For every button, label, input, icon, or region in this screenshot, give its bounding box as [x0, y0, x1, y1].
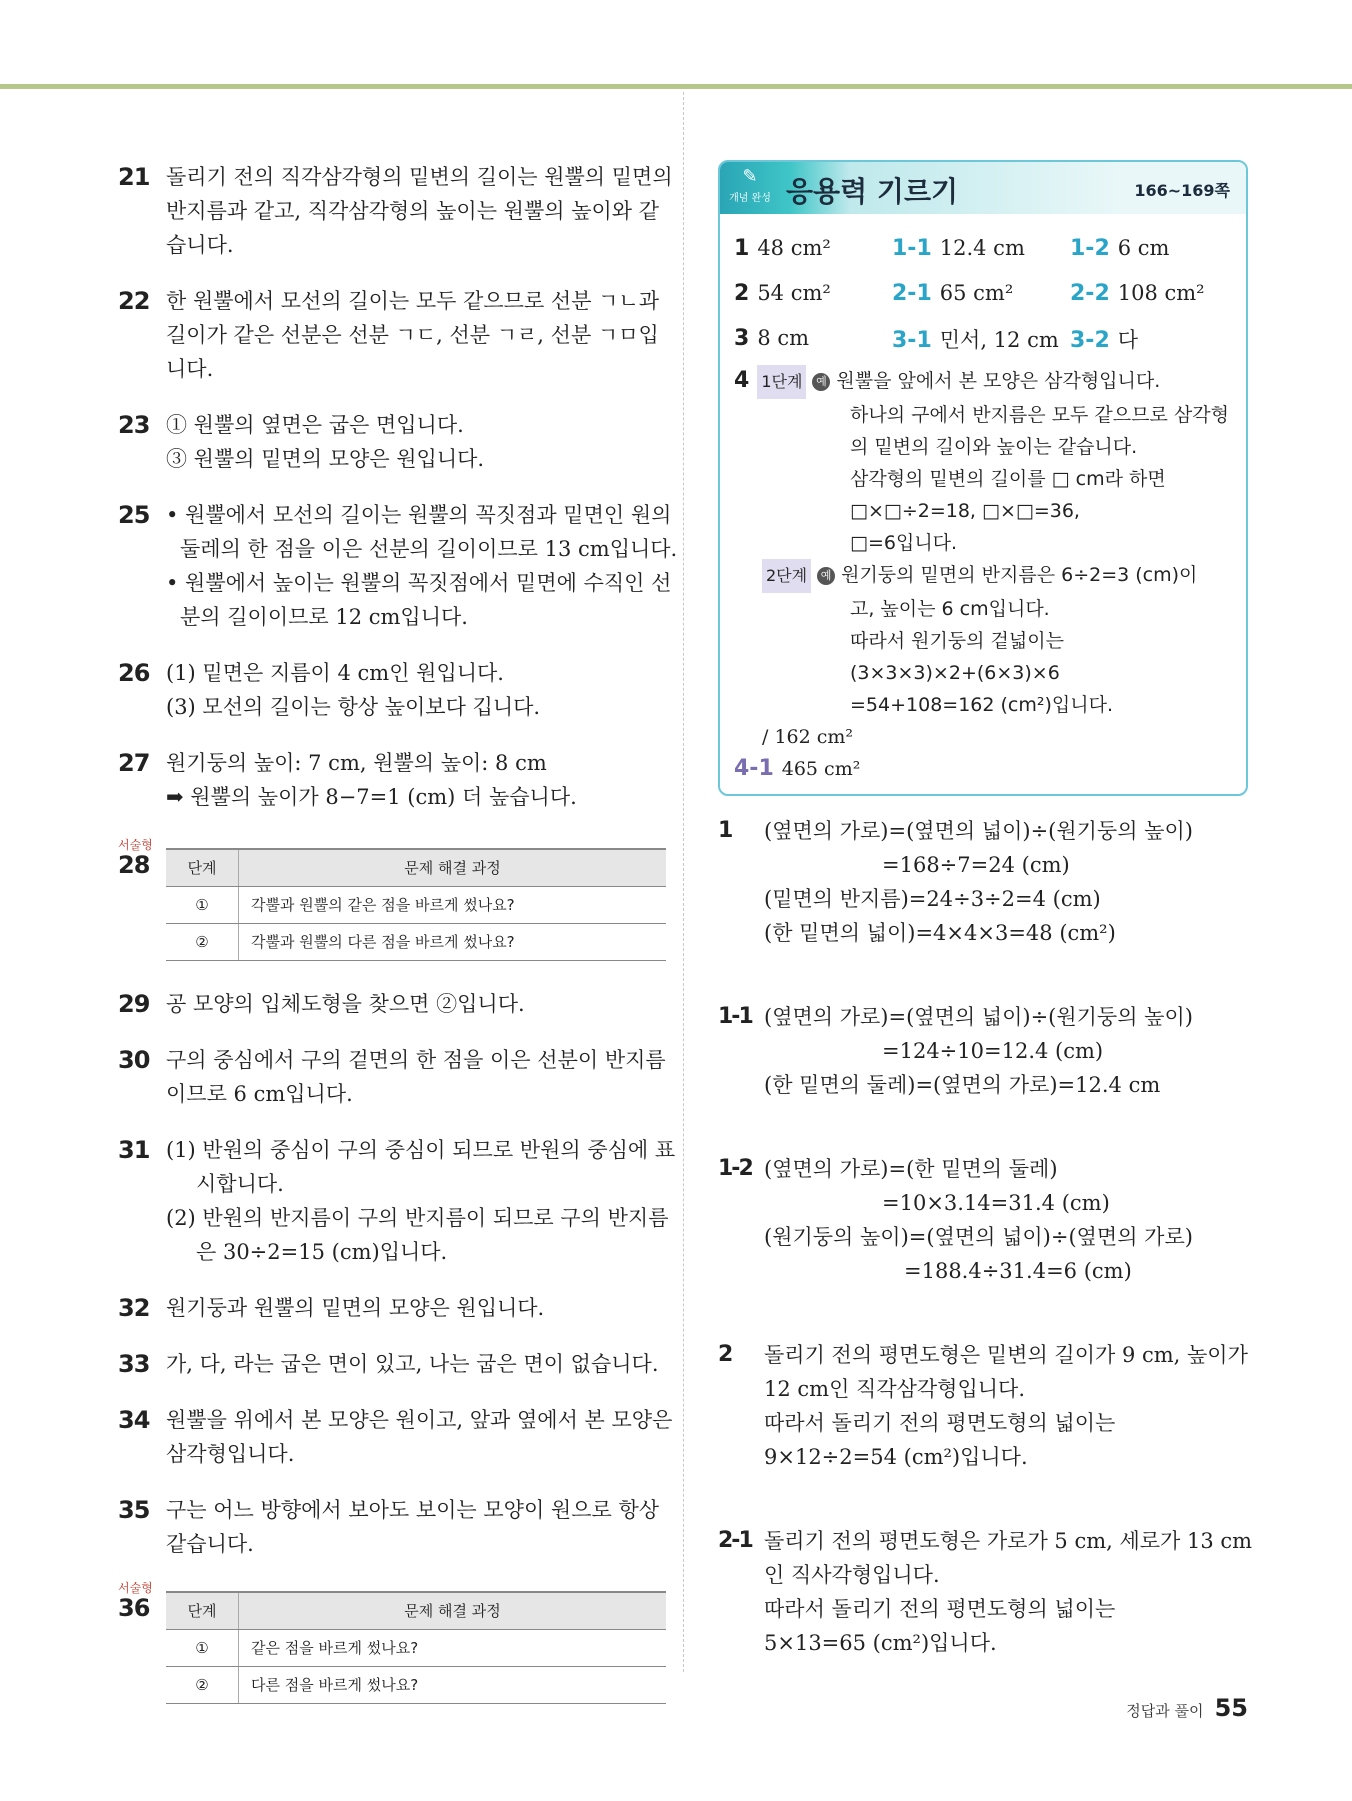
solution-text: =54+108=162 (cm²)입니다. [850, 694, 1114, 716]
answer-31 [118, 1133, 676, 1269]
footer-label: 정답과 풀이 [1126, 1702, 1204, 1720]
answer-number: 25 [118, 501, 150, 529]
answer-text: 니다. [166, 357, 214, 381]
answer-number: 3-2 [1070, 327, 1110, 353]
answer-value: 12.4 cm [939, 236, 1025, 260]
answer-row [734, 316, 1236, 361]
table-header: 단계 [166, 1592, 239, 1630]
solution-text: 돌리기 전의 평면도형은 가로가 5 cm, 세로가 13 cm [764, 1529, 1253, 1553]
answer-number: 3-1 [892, 327, 932, 353]
answer-text: 이므로 6 cm입니다. [166, 1082, 353, 1106]
solution-text: (밑면의 반지름)=24÷3÷2=4 (cm) [764, 887, 1101, 911]
answer-29 [118, 987, 650, 1021]
answer-number: 31 [118, 1136, 150, 1164]
answer-number: 2-1 [718, 1528, 752, 1553]
solution-text: 하나의 구에서 반지름은 모두 같으므로 삼각형 [850, 404, 1229, 426]
answer-23 [118, 408, 650, 476]
answer-number: 27 [118, 749, 150, 777]
answer-number: 4-1 [734, 756, 774, 781]
solution-text: 의 밑변의 길이와 높이는 같습니다. [850, 436, 1138, 458]
answer-value: 민서, 12 cm [939, 327, 1059, 352]
answer-value: 65 cm² [939, 281, 1014, 305]
solution-text: (3×3×3)×2+(6×3)×6 [850, 662, 1060, 684]
answer-text: 습니다. [166, 233, 234, 257]
solution-text: (원기둥의 높이)=(옆면의 넓이)÷(옆면의 가로) [764, 1225, 1193, 1249]
answer-summary-box [718, 160, 1248, 796]
page-range: 166~169쪽 [1134, 181, 1230, 200]
solution-text: (한 밑면의 넓이)=4×4×3=48 (cm²) [764, 921, 1116, 945]
answer-number: 2-2 [1070, 281, 1110, 306]
answer-value: 다 [1117, 327, 1139, 352]
top-rule [0, 84, 1352, 89]
example-mark: 예 [812, 373, 830, 391]
box-header [720, 162, 1246, 214]
solution-1-2 [718, 1152, 1248, 1288]
answer-number: 4 [734, 368, 750, 393]
answer-text: 가, 다, 라는 굽은 면이 있고, 나는 굽은 면이 없습니다. [166, 1352, 659, 1376]
box-title: 응용력 기르기 [786, 175, 959, 208]
answer-21 [118, 160, 673, 262]
table-cell: 각뿔과 원뿔의 다른 점을 바르게 썼나요? [239, 924, 667, 961]
solution-text: 따라서 돌리기 전의 평면도형의 넓이는 [764, 1597, 1116, 1621]
table-row [166, 887, 666, 924]
answer-text: ③ 원뿔의 밑면의 모양은 원입니다. [166, 447, 485, 471]
answer-text: 길이가 같은 선분은 선분 ㄱㄷ, 선분 ㄱㄹ, 선분 ㄱㅁ입 [166, 323, 659, 347]
solution-text: 인 직사각형입니다. [764, 1563, 940, 1587]
solution-2-1 [718, 1524, 1253, 1660]
solution-text: (옆면의 가로)=(옆면의 넓이)÷(원기둥의 높이) [764, 1005, 1193, 1029]
answer-number: 1-2 [718, 1156, 752, 1181]
answer-text: 원기둥과 원뿔의 밑면의 모양은 원입니다. [166, 1296, 545, 1320]
answer-number: 28 [118, 851, 150, 879]
answer-text: • 원뿔에서 높이는 원뿔의 꼭짓점에서 밑면에 수직인 선 [166, 571, 672, 595]
solution-text: 따라서 돌리기 전의 평면도형의 넓이는 [764, 1411, 1116, 1435]
solution-1 [718, 814, 1248, 950]
right-column [718, 160, 1253, 1660]
solution-text: □×□÷2=18, □×□=36, [850, 500, 1080, 522]
page-number: 55 [1214, 1694, 1248, 1722]
answer-text: 공 모양의 입체도형을 찾으면 ②입니다. [166, 992, 525, 1016]
answer-text: 구는 어느 방향에서 보아도 보이는 모양이 원으로 항상 [166, 1498, 660, 1522]
answer-number: 1 [734, 236, 750, 261]
answer-value: 54 cm² [757, 281, 831, 305]
solution-text: =10×3.14=31.4 (cm) [882, 1191, 1110, 1215]
answer-text: • 원뿔에서 모선의 길이는 원뿔의 꼭짓점과 밑면인 원의 [166, 503, 672, 527]
solution-text: (옆면의 가로)=(옆면의 넓이)÷(원기둥의 높이) [764, 819, 1193, 843]
table-cell: 다른 점을 바르게 썼나요? [239, 1667, 667, 1704]
answer-number: 29 [118, 990, 150, 1018]
solution-text: 따라서 원기둥의 겉넓이는 [850, 630, 1064, 652]
answer-34 [118, 1403, 673, 1471]
answer-text: (2) 반원의 반지름이 구의 반지름이 되므로 구의 반지름 [166, 1206, 669, 1230]
answer-27 [118, 746, 650, 814]
table-cell: 각뿔과 원뿔의 같은 점을 바르게 썼나요? [239, 887, 667, 924]
answer-4-solution [734, 365, 1236, 785]
answer-number: 3 [734, 326, 750, 351]
table-cell: ② [166, 924, 239, 961]
solution-2 [718, 1338, 1248, 1474]
solution-text: =168÷7=24 (cm) [882, 853, 1070, 877]
answer-text: ➡ 원뿔의 높이가 8−7=1 (cm) 더 높습니다. [166, 785, 577, 809]
step-label: 2단계 [762, 559, 811, 593]
answer-text: 은 30÷2=15 (cm)입니다. [196, 1240, 448, 1264]
answer-value: 465 cm² [781, 758, 861, 780]
page-footer [1126, 1694, 1248, 1722]
answer-25 [118, 498, 678, 634]
answer-text: 둘레의 한 점을 이은 선분의 길이이므로 13 cm입니다. [180, 537, 678, 561]
table-cell: 같은 점을 바르게 썼나요? [239, 1630, 667, 1667]
table-header: 문제 해결 과정 [239, 1592, 667, 1630]
solution-text: (옆면의 가로)=(한 밑면의 둘레) [764, 1157, 1058, 1181]
answer-30 [118, 1043, 666, 1111]
answer-number: 32 [118, 1294, 150, 1322]
column-divider [683, 92, 684, 1672]
answer-number: 34 [118, 1406, 150, 1434]
solution-text: (한 밑면의 둘레)=(옆면의 가로)=12.4 cm [764, 1073, 1161, 1097]
solution-text: =188.4÷31.4=6 (cm) [904, 1259, 1132, 1283]
answer-text: 돌리기 전의 직각삼각형의 밑변의 길이는 원뿔의 밑면의 [166, 165, 673, 189]
badge-label: 개념 완성 [729, 193, 771, 204]
solution-text: 원기둥의 밑면의 반지름은 6÷2=3 (cm)이 [841, 564, 1198, 586]
solution-text: 5×13=65 (cm²)입니다. [764, 1631, 997, 1655]
answer-number: 36 [118, 1594, 150, 1622]
solution-text: 12 cm인 직각삼각형입니다. [764, 1377, 1025, 1401]
answer-22 [118, 284, 660, 386]
answer-number: 2 [734, 281, 750, 306]
answer-text: ① 원뿔의 옆면은 굽은 면입니다. [166, 413, 464, 437]
solution-text: 고, 높이는 6 cm입니다. [850, 598, 1050, 620]
answer-number: 2 [718, 1342, 732, 1367]
section-badge [722, 166, 778, 210]
answer-number: 2-1 [892, 281, 932, 306]
answer-text: (3) 모선의 길이는 항상 높이보다 깁니다. [166, 695, 541, 719]
left-column [118, 160, 678, 1704]
answer-text: 구의 중심에서 구의 겉면의 한 점을 이은 선분이 반지름 [166, 1048, 666, 1072]
table-cell: ① [166, 1630, 239, 1667]
answer-number: 30 [118, 1046, 150, 1074]
answer-number: 1-2 [1070, 236, 1110, 261]
answer-35 [118, 1493, 660, 1561]
answer-text: 반지름과 같고, 직각삼각형의 높이는 원뿔의 높이와 같 [166, 199, 660, 223]
answer-text: 원기둥의 높이: 7 cm, 원뿔의 높이: 8 cm [166, 751, 547, 775]
table-row [166, 1667, 666, 1704]
answer-number: 23 [118, 411, 150, 439]
answer-32 [118, 1291, 650, 1325]
answer-text: 같습니다. [166, 1532, 254, 1556]
step-label: 1단계 [757, 365, 806, 399]
solution-text: 9×12÷2=54 (cm²)입니다. [764, 1445, 1028, 1469]
answer-number: 1-1 [718, 1004, 752, 1029]
answer-text: 분의 길이이므로 12 cm입니다. [180, 605, 468, 629]
answer-number: 35 [118, 1496, 150, 1524]
solution-text: 원뿔을 앞에서 본 모양은 삼각형입니다. [836, 370, 1161, 392]
table-cell: ① [166, 887, 239, 924]
answer-28 [118, 838, 650, 961]
answer-text: (1) 밑면은 지름이 4 cm인 원입니다. [166, 661, 504, 685]
answer-number: 33 [118, 1350, 150, 1378]
answer-number: 1 [718, 818, 732, 843]
descriptive-tag: 서술형 [118, 1581, 153, 1595]
answer-row [734, 271, 1236, 316]
answer-number: 26 [118, 659, 150, 687]
box-body [734, 226, 1236, 785]
solution-text: 삼각형의 밑변의 길이를 □ cm라 하면 [850, 468, 1166, 490]
table-header: 문제 해결 과정 [239, 849, 667, 887]
answer-value: 6 cm [1117, 236, 1170, 260]
answer-number: 21 [118, 163, 150, 191]
answer-value: 108 cm² [1117, 281, 1205, 305]
answer-text: 삼각형입니다. [166, 1442, 295, 1466]
answer-value: 48 cm² [757, 236, 831, 260]
example-mark: 예 [817, 567, 835, 585]
table-row [166, 1630, 666, 1667]
answer-text: (1) 반원의 중심이 구의 중심이 되므로 반원의 중심에 표 [166, 1138, 676, 1162]
final-answer: / 162 cm² [762, 726, 854, 748]
answer-number: 22 [118, 287, 150, 315]
solution-text: 돌리기 전의 평면도형은 밑변의 길이가 9 cm, 높이가 [764, 1343, 1248, 1367]
answer-text: 원뿔을 위에서 본 모양은 원이고, 앞과 옆에서 본 모양은 [166, 1408, 673, 1432]
solution-text: □=6입니다. [850, 532, 958, 554]
answer-26 [118, 656, 650, 724]
solution-text: =124÷10=12.4 (cm) [882, 1039, 1104, 1063]
solution-1-1 [718, 1000, 1248, 1102]
table-cell: ② [166, 1667, 239, 1704]
answer-text: 시합니다. [196, 1172, 284, 1196]
pencil-icon: ✎ [742, 166, 758, 187]
answer-number: 1-1 [892, 236, 932, 261]
answer-36 [118, 1581, 650, 1704]
table-row [166, 924, 666, 961]
answer-33 [118, 1347, 659, 1381]
answer-value: 8 cm [757, 326, 810, 350]
answer-text: 한 원뿔에서 모선의 길이는 모두 같으므로 선분 ㄱㄴ과 [166, 289, 660, 313]
scoring-table [166, 848, 666, 961]
scoring-table [166, 1591, 666, 1704]
table-header: 단계 [166, 849, 239, 887]
descriptive-tag: 서술형 [118, 838, 153, 852]
answer-row [734, 226, 1236, 271]
